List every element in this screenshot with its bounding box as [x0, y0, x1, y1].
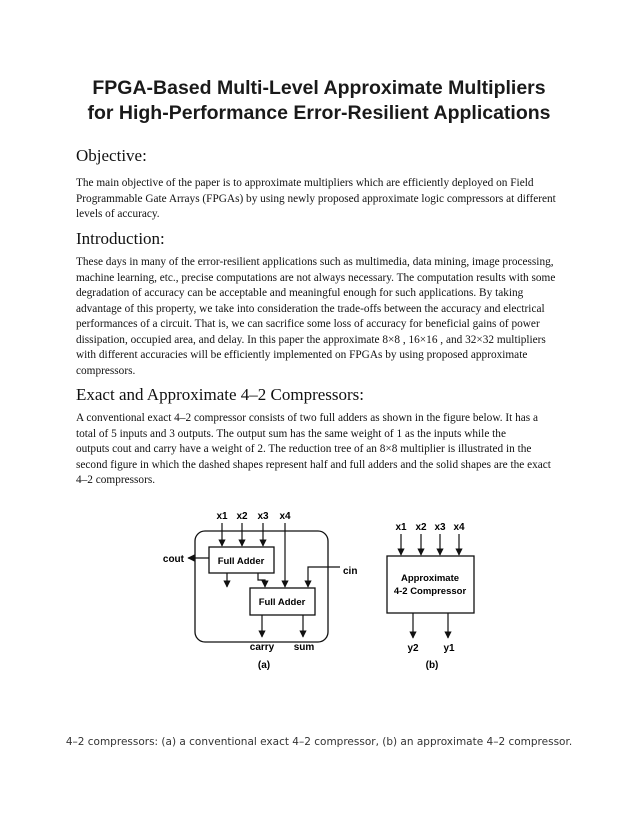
- title-line-2: for High-Performance Error-Resilient Applications: [87, 102, 551, 124]
- approx-box-label-line2: 4-2 Compressor: [393, 586, 467, 597]
- y2-label: y2: [407, 643, 419, 654]
- approx-input-label-x3: x3: [434, 522, 446, 533]
- figure-b-label: (b): [425, 660, 439, 671]
- title-line-1: FPGA-Based Multi-Level Approximate Multipliers: [92, 77, 546, 99]
- approximate-compressor-diagram: [387, 522, 474, 671]
- introduction-line: performances of a circuit. That is, we can sacrifice some loss of accuracy for beneficial gains of power: [76, 318, 540, 330]
- cin-label: cin: [343, 566, 358, 577]
- introduction-line: compressors.: [76, 364, 136, 377]
- compressors-line: total of 5 inputs and 3 outputs. The output sum has the same weight of 1 as the inputs while the: [76, 427, 506, 440]
- approx-input-label-x1: x1: [395, 522, 407, 533]
- cin-line: [308, 567, 340, 587]
- compressors-line: A conventional exact 4–2 compressor consists of two full adders as shown in the figure below. It has a: [76, 412, 539, 424]
- exact-input-label-x1: x1: [216, 511, 228, 522]
- exact-input-label-x2: x2: [236, 511, 248, 522]
- exact-compressor-diagram: [163, 511, 358, 671]
- exact-input-label-x4: x4: [279, 511, 291, 522]
- figure-caption: 4–2 compressors: (a) a conventional exact 4–2 compressor, (b) an approximate 4–2 compressor.: [65, 736, 573, 748]
- introduction-line: advantage of this property, we take into consideration the trade-offs between the accuracy and electrical: [76, 302, 545, 315]
- fa1-to-fa2-line-b: [258, 573, 265, 587]
- compressors-line: 4–2 compressors.: [76, 474, 156, 486]
- introduction-line: with different accuracies will be efficiently implemented on FPGAs by using proposed approximate: [76, 349, 528, 361]
- compressors-line: outputs cout and carry have a weight of 2. The reduction tree of an 8×8 multiplier is illustrated in the: [76, 443, 532, 455]
- y1-label: y1: [443, 643, 455, 654]
- introduction-line: dissipation, occupied area, and delay. In this paper the approximate 8×8 , 16×16 , and 32×32 multipliers: [76, 333, 546, 346]
- carry-label: carry: [249, 642, 275, 653]
- introduction-line: These days in many of the error-resilient applications such as multimedia, data mining, image processing,: [76, 256, 554, 268]
- figure-a-label: (a): [257, 660, 271, 671]
- approx-box-label-line1: Approximate: [400, 573, 460, 584]
- full-adder-label-1: Full Adder: [217, 556, 265, 567]
- approx-input-label-x4: x4: [453, 522, 465, 533]
- full-adder-label-2: Full Adder: [258, 597, 306, 608]
- approximate-compressor-box: [387, 556, 474, 613]
- introduction-line: degradation of accuracy can be acceptable and meaningful enough for such applications. By taking: [76, 287, 524, 299]
- exact-input-label-x3: x3: [257, 511, 269, 522]
- compressors-line: second figure in which the dashed shapes represent half and full adders and the solid shapes are the exact: [76, 458, 551, 471]
- introduction-line: machine learning, etc., precise computations are not always necessary. The computation results with some: [76, 271, 556, 284]
- objective-heading: Objective:: [76, 146, 147, 165]
- approx-input-label-x2: x2: [415, 522, 427, 533]
- compressors-heading: Exact and Approximate 4–2 Compressors:: [76, 385, 365, 404]
- objective-line: levels of accuracy.: [76, 208, 160, 220]
- introduction-heading: Introduction:: [76, 229, 165, 248]
- objective-line: Programmable Gate Arrays (FPGAs) by using newly proposed approximate logic compressors at different: [76, 192, 556, 205]
- objective-line: The main objective of the paper is to approximate multipliers which are efficiently deployed on Field: [76, 177, 534, 189]
- cout-label: cout: [162, 554, 184, 565]
- sum-label: sum: [293, 642, 315, 653]
